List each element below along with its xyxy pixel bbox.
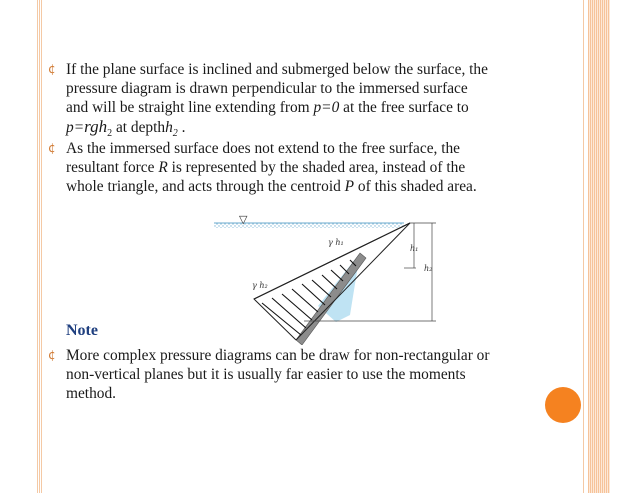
subscript: 2 — [107, 128, 113, 140]
note-line-2: non-vertical planes but it is usually far easier to use the moments — [66, 366, 466, 383]
bullet-1 — [48, 60, 576, 143]
formula-p: p= — [66, 119, 85, 136]
note-line-3: method. — [66, 385, 117, 402]
left-decorative-border — [37, 0, 42, 493]
inclined-plate — [296, 253, 366, 345]
subscript: 2 — [172, 128, 178, 140]
text-span: at the free surface to — [339, 99, 469, 116]
label-h1: h₁ — [410, 244, 419, 253]
formula-h: h — [165, 119, 173, 136]
bullet-icon: ¢ — [48, 141, 56, 155]
bullet-3 — [48, 346, 576, 403]
note-heading: Note — [66, 322, 98, 339]
text-span: of this shaded area. — [354, 178, 477, 195]
formula-p0: p=0 — [313, 99, 340, 116]
bullet-icon: ¢ — [48, 62, 56, 76]
text-span: resultant force — [66, 159, 159, 176]
bullet-1-line-2: pressure diagram is drawn perpendicular to the immersed surface — [66, 80, 468, 97]
pressure-line — [254, 223, 410, 299]
label-gamma-h2: γ h₂ — [252, 281, 268, 290]
bullet-2-line-2 — [66, 158, 576, 177]
bullet-icon: ¢ — [48, 348, 56, 362]
symbol-P: P — [344, 178, 355, 195]
text-span: and will be straight line extending from — [66, 99, 314, 116]
formula-rgh: rgh — [84, 117, 108, 136]
right-border-line — [583, 0, 584, 493]
label-h2: h₂ — [424, 264, 433, 273]
text-span: at depth — [112, 119, 166, 136]
symbol-R: R — [158, 159, 168, 176]
bullet-2-line-1: As the immersed surface does not extend to the free surface, the — [66, 140, 461, 157]
pressure-diagram-figure — [214, 213, 454, 345]
note-line-1: More complex pressure diagrams can be draw for non-rectangular or — [66, 347, 490, 364]
right-decorative-border — [588, 0, 610, 493]
orange-circle-decoration — [545, 387, 581, 423]
bullet-2 — [48, 139, 576, 196]
text-span: . — [177, 119, 186, 136]
bullet-1-line-3 — [66, 98, 576, 117]
bullet-2-line-3 — [66, 177, 576, 196]
bullet-1-line-1: If the plane surface is inclined and submerged below the surface, the — [66, 61, 488, 78]
text-span: is represented by the shaded area, instead of the — [167, 159, 466, 176]
free-surface-icon: ▽ — [239, 213, 248, 226]
text-span: whole triangle, and acts through the centroid — [66, 178, 345, 195]
label-gamma-h1: γ h₁ — [328, 238, 344, 247]
